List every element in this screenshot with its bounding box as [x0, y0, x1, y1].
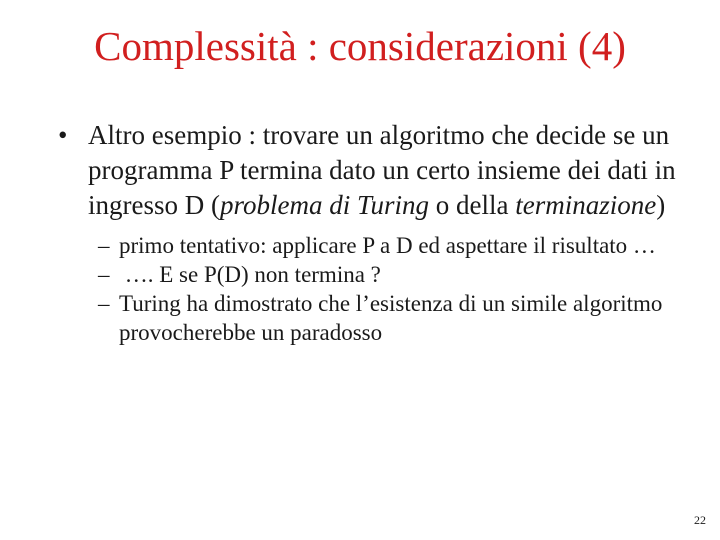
- main-bullet: [58, 118, 698, 223]
- sub-bullet-first-attempt: [98, 231, 698, 260]
- sub-bullet-text: Turing ha dimostrato che l’esistenza di un simile algoritmo provocherebbe un paradosso: [119, 291, 663, 345]
- main-bullet-text-1: Altro esempio : trovare un algoritmo che decide se un programma P termina dato un certo insieme dei dati in ingresso D (: [88, 120, 676, 220]
- main-bullet-text-2: o della: [429, 190, 516, 220]
- page-number: 22: [694, 513, 706, 527]
- main-bullet-emphasis-terminazione: terminazione: [515, 190, 657, 220]
- sub-bullet-text: …. E se P(D) non termina ?: [119, 262, 381, 287]
- slide-title: Complessità : considerazioni (4): [94, 23, 626, 69]
- sub-bullet-list: [98, 231, 698, 347]
- dash-mark: –: [98, 291, 110, 316]
- main-bullet-text-3: ): [656, 190, 666, 220]
- sub-bullet-non-termination: [98, 260, 698, 289]
- bullet-mark: •: [58, 120, 68, 150]
- dash-mark: –: [98, 262, 110, 287]
- sub-bullet-turing-paradox: [98, 289, 698, 347]
- main-bullet-emphasis-turing: problema di Turing: [219, 190, 430, 220]
- dash-mark: –: [98, 233, 110, 258]
- sub-bullet-text: primo tentativo: applicare P a D ed aspettare il risultato …: [119, 233, 656, 258]
- slide-content: [58, 118, 698, 347]
